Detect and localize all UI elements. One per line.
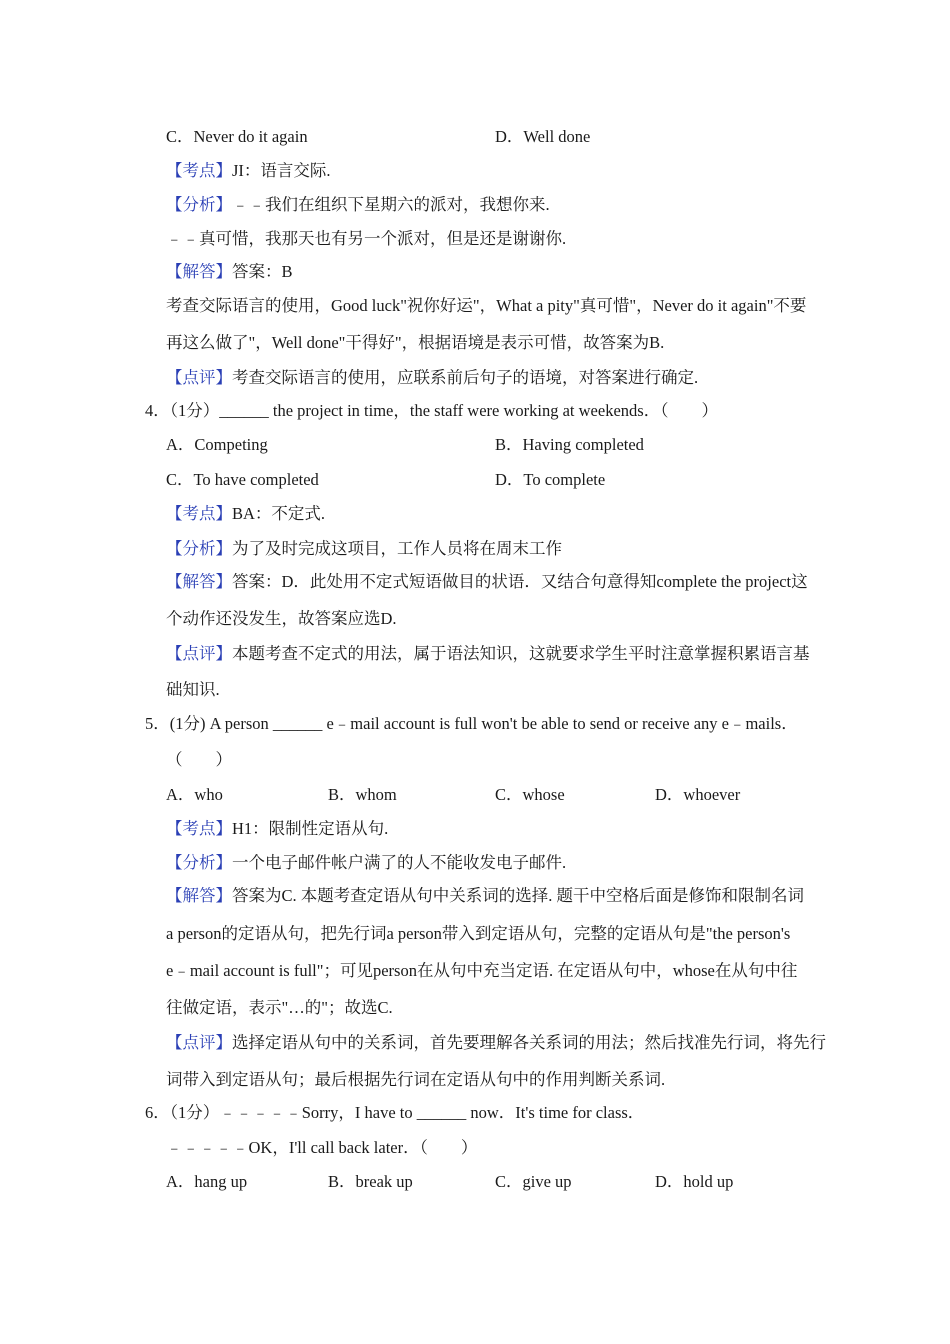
q3-jieda-line-3: 再这么做了"，Well done"干得好"，根据语境是表示可惜，故答案为B. — [166, 333, 665, 352]
q5-stem: 5．(1分) A person ______ e﹣mail account is full won't be able to send or receive any e﹣mails． — [145, 714, 798, 733]
q5-option-c: C．whose — [495, 785, 565, 804]
q3-jieda-line-2: 考查交际语言的使用，Good luck"祝你好运"，What a pity"真可惜"，Never do it again"不要 — [166, 296, 807, 315]
q5-kaodian — [166, 818, 388, 840]
q5-jieda-line-2: a person的定语从句，把先行词a person带入到定语从句，完整的定语从句是"the person's — [166, 924, 791, 943]
q5-jieda-line-4: 往做定语，表示"…的"；故选C. — [166, 998, 393, 1017]
dianping-tag: 【点评】 — [166, 644, 232, 663]
q3-option-d: D．Well done — [495, 127, 591, 146]
q4-option-b: B．Having completed — [495, 435, 644, 454]
fenxi-text: ﹣﹣我们在组织下星期六的派对，我想你来. — [232, 195, 550, 214]
fenxi-text: 为了及时完成这项目，工作人员将在周末工作 — [232, 539, 562, 558]
q3-option-c: C．Never do it again — [166, 127, 308, 146]
q5-jieda — [166, 885, 804, 907]
q5-option-a: A．who — [166, 785, 223, 804]
jieda-text: 答案：D．此处用不定式短语做目的状语．又结合句意得知complete the project这 — [232, 572, 808, 591]
q5-paren: （ ） — [166, 750, 232, 769]
q3-fenxi-line-2: ﹣﹣真可惜，我那天也有另一个派对，但是还是谢谢你. — [166, 229, 567, 248]
q6-stem: 6．（1分）﹣﹣﹣﹣﹣Sorry，I have to ______ now．It's time for class． — [145, 1103, 645, 1122]
q6-option-b: B．break up — [328, 1172, 413, 1191]
q5-jieda-line-3: e﹣mail account is full"；可见person在从句中充当定语. 在定语从句中，whose在从句中往 — [166, 961, 798, 980]
q3-jieda — [166, 261, 293, 283]
kaodian-text: BA：不定式. — [232, 504, 326, 523]
fenxi-text: 一个电子邮件帐户满了的人不能收发电子邮件. — [232, 853, 567, 872]
kaodian-tag: 【考点】 — [166, 161, 232, 180]
fenxi-tag: 【分析】 — [166, 853, 232, 872]
dianping-text: 选择定语从句中的关系词，首先要理解各关系词的用法；然后找准先行词，将先行 — [232, 1033, 826, 1052]
q4-option-d: D．To complete — [495, 470, 606, 489]
dianping-text: 考查交际语言的使用，应联系前后句子的语境，对答案进行确定. — [232, 368, 699, 387]
kaodian-tag: 【考点】 — [166, 504, 232, 523]
q5-fenxi — [166, 852, 566, 874]
q6-option-a: A．hang up — [166, 1172, 248, 1191]
kaodian-text: JI：语言交际. — [232, 161, 331, 180]
q4-stem: 4．（1分）______ the project in time，the staff were working at weekends．（ ） — [145, 401, 718, 420]
q5-option-b: B．whom — [328, 785, 397, 804]
kaodian-tag: 【考点】 — [166, 819, 232, 838]
q6-option-d: D．hold up — [655, 1172, 734, 1191]
jieda-tag: 【解答】 — [166, 262, 232, 281]
jieda-tag: 【解答】 — [166, 572, 232, 591]
q3-kaodian — [166, 160, 331, 182]
fenxi-tag: 【分析】 — [166, 539, 232, 558]
q5-option-d: D．whoever — [655, 785, 741, 804]
q4-jieda — [166, 571, 808, 593]
q4-option-a: A．Competing — [166, 435, 268, 454]
q5-dianping-line-2: 词带入到定语从句；最后根据先行词在定语从句中的作用判断关系词. — [166, 1070, 666, 1089]
q3-dianping — [166, 367, 698, 389]
q4-option-c: C．To have completed — [166, 470, 319, 489]
dianping-tag: 【点评】 — [166, 368, 232, 387]
jieda-tag: 【解答】 — [166, 886, 232, 905]
dianping-text: 本题考查不定式的用法，属于语法知识，这就要求学生平时注意掌握积累语言基 — [232, 644, 810, 663]
q5-dianping — [166, 1032, 826, 1054]
q4-kaodian — [166, 503, 325, 525]
q4-jieda-line-2: 个动作还没发生，故答案应选D. — [166, 609, 397, 628]
kaodian-text: H1：限制性定语从句. — [232, 819, 389, 838]
q3-fenxi — [166, 194, 550, 216]
jieda-text: 答案：B — [232, 262, 293, 281]
q4-dianping-line-2: 础知识. — [166, 680, 220, 699]
jieda-text: 答案为C. 本题考查定语从句中关系词的选择. 题干中空格后面是修饰和限制名词 — [232, 886, 805, 905]
q6-option-c: C．give up — [495, 1172, 572, 1191]
q4-dianping — [166, 643, 810, 665]
q6-stem-line-2: ﹣﹣﹣﹣﹣OK，I'll call back later．（ ） — [166, 1138, 478, 1157]
fenxi-tag: 【分析】 — [166, 195, 232, 214]
dianping-tag: 【点评】 — [166, 1033, 232, 1052]
q4-fenxi — [166, 538, 562, 560]
